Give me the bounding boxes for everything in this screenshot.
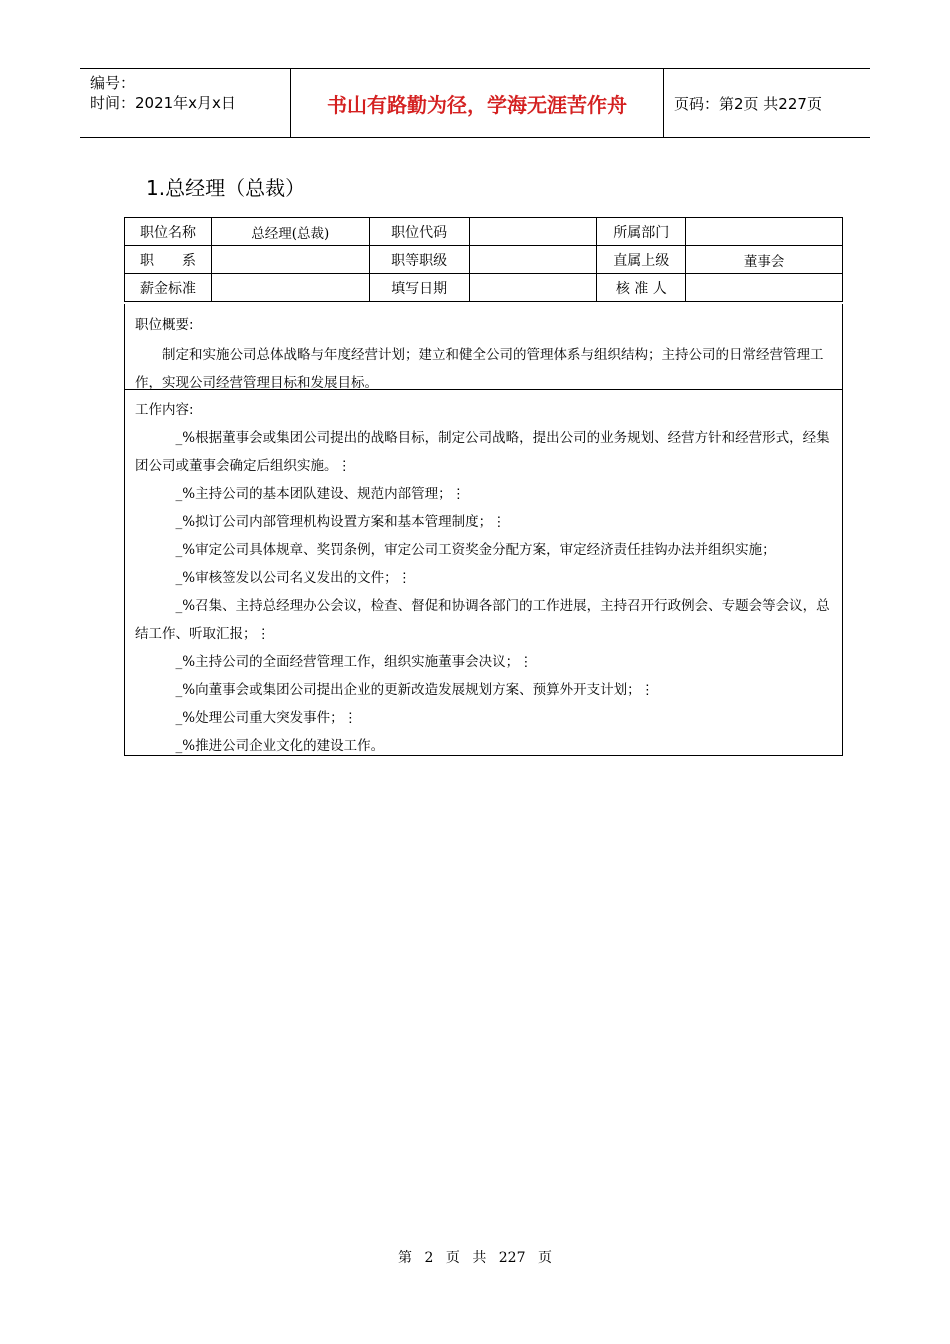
- table-row: [125, 274, 843, 302]
- list-item: _%根据董事会或集团公司提出的战略目标，制定公司战略，提出公司的业务规划、经营方针和经营形式，经集团公司或董事会确定后组织实施。⋮: [135, 430, 830, 474]
- table-cell: [211, 246, 369, 274]
- list-item: _%推进公司企业文化的建设工作。: [175, 738, 385, 754]
- table-cell: [211, 274, 369, 302]
- table-cell: 董事会: [686, 246, 843, 274]
- table-cell: [469, 274, 597, 302]
- table-cell: 总经理(总裁): [211, 218, 369, 246]
- footer-part: 第: [398, 1250, 413, 1266]
- footer-part: 共: [472, 1250, 487, 1266]
- duties-list: [125, 424, 842, 760]
- table-cell: 职位名称: [125, 218, 212, 246]
- table-cell: [686, 218, 843, 246]
- table-row: [125, 246, 843, 274]
- time-label: 时间：2021年x月x日: [90, 94, 236, 112]
- summary-heading: 职位概要:: [135, 317, 194, 333]
- footer-part: 页: [445, 1250, 460, 1266]
- table-row: [125, 218, 843, 246]
- summary-text: 制定和实施公司总体战略与年度经营计划；建立和健全公司的管理体系与组织结构；主持公司的日常经营管理工作，实现公司经营管理目标和发展目标。: [135, 347, 824, 391]
- list-item: _%向董事会或集团公司提出企业的更新改造发展规划方案、预算外开支计划；⋮: [175, 682, 655, 698]
- serial-label: 编号：: [90, 74, 136, 92]
- table-cell: [469, 246, 597, 274]
- list-item: _%召集、主持总经理办公会议，检查、督促和协调各部门的工作进展，主持召开行政例会、专题会等会议，总结工作、听取汇报；⋮: [135, 598, 830, 642]
- footer-part: 2: [424, 1250, 434, 1266]
- table-cell: 薪金标准: [125, 274, 212, 302]
- table-cell: [469, 218, 597, 246]
- table-cell: 所属部门: [597, 218, 686, 246]
- footer-part: 227: [498, 1250, 526, 1266]
- header-motto: 书山有路勤为径，学海无涯苦作舟: [291, 69, 664, 137]
- table-cell: 核 准 人: [597, 274, 686, 302]
- table-cell: [686, 274, 843, 302]
- table-cell: 职位代码: [369, 218, 469, 246]
- list-item: _%审定公司具体规章、奖罚条例，审定公司工资奖金分配方案，审定经济责任挂钩办法并组织实施；: [175, 542, 776, 558]
- list-item: _%处理公司重大突发事件；⋮: [175, 710, 358, 726]
- page-header: [80, 68, 870, 138]
- footer-part: 页: [537, 1250, 552, 1266]
- duties-section: [124, 389, 843, 756]
- table-cell: 职等职级: [369, 246, 469, 274]
- duties-heading: 工作内容:: [135, 402, 194, 418]
- table-cell: 直属上级: [597, 246, 686, 274]
- header-meta: [80, 69, 291, 137]
- list-item: _%主持公司的全面经营管理工作，组织实施董事会决议；⋮: [175, 654, 533, 670]
- position-info-table: [124, 217, 843, 302]
- table-cell: 填写日期: [369, 274, 469, 302]
- header-page-info: 页码：第2页 共227页: [674, 94, 822, 113]
- section-title: 1.总经理（总裁）: [146, 176, 306, 200]
- table-cell: 职 系: [125, 246, 212, 274]
- list-item: _%主持公司的基本团队建设、规范内部管理；⋮: [175, 486, 466, 502]
- position-summary: [124, 304, 843, 390]
- list-item: _%拟订公司内部管理机构设置方案和基本管理制度；⋮: [175, 514, 506, 530]
- list-item: _%审核签发以公司名义发出的文件；⋮: [175, 570, 412, 586]
- page-footer: [0, 1247, 950, 1267]
